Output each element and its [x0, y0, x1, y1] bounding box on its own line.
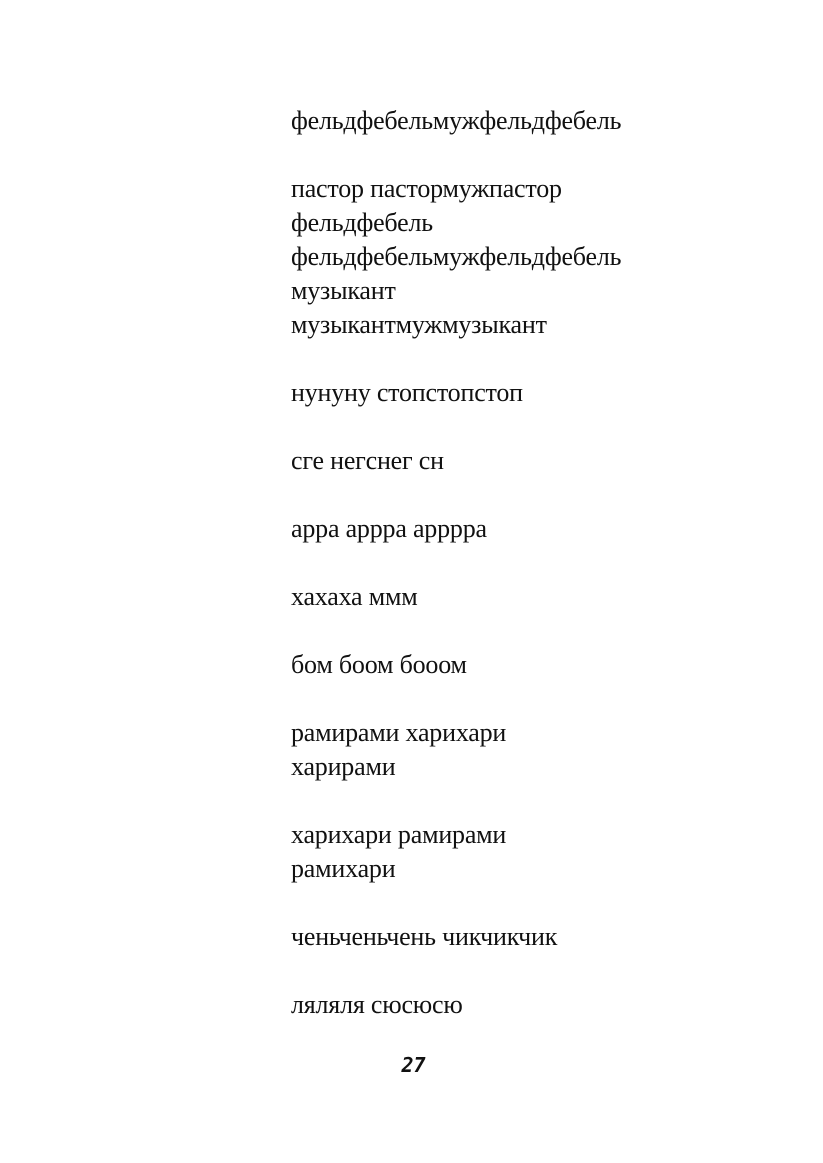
stanza-10: [291, 920, 771, 954]
poem-line: хахаха ммм: [291, 582, 418, 611]
poem-line: арра аррра арррра: [291, 514, 487, 543]
poem-line: фельдфебельмужфельдфебель: [291, 242, 622, 271]
poem-line: рамирами харихари: [291, 718, 507, 747]
stanza-6: [291, 580, 771, 614]
stanza-1: [291, 104, 771, 138]
poem-text: [291, 104, 771, 1056]
poem-line: харирами: [291, 752, 396, 781]
poem-line: фельдфебельмужфельдфебель: [291, 106, 622, 135]
stanza-3: [291, 376, 771, 410]
stanza-8: [291, 716, 771, 784]
poem-line: ченьченьчень чикчикчик: [291, 922, 558, 951]
poem-line: рамихари: [291, 854, 396, 883]
poem-line: пастор пастормужпастор: [291, 174, 562, 203]
stanza-7: [291, 648, 771, 682]
poem-line: ляляля сюсюсю: [291, 990, 463, 1019]
poem-line: сге негснег сн: [291, 446, 444, 475]
stanza-2: [291, 172, 771, 342]
poem-line: музыкант: [291, 276, 396, 305]
stanza-11: [291, 988, 771, 1022]
page-number: 27: [401, 1053, 426, 1077]
stanza-9: [291, 818, 771, 886]
poem-line: нунуну стопстопстоп: [291, 378, 523, 407]
poem-line: фельдфебель: [291, 208, 433, 237]
poem-line: бом боом бооом: [291, 650, 467, 679]
poem-line: музыкантмужмузыкант: [291, 310, 547, 339]
stanza-4: [291, 444, 771, 478]
poem-line: харихари рамирами: [291, 820, 507, 849]
stanza-5: [291, 512, 771, 546]
